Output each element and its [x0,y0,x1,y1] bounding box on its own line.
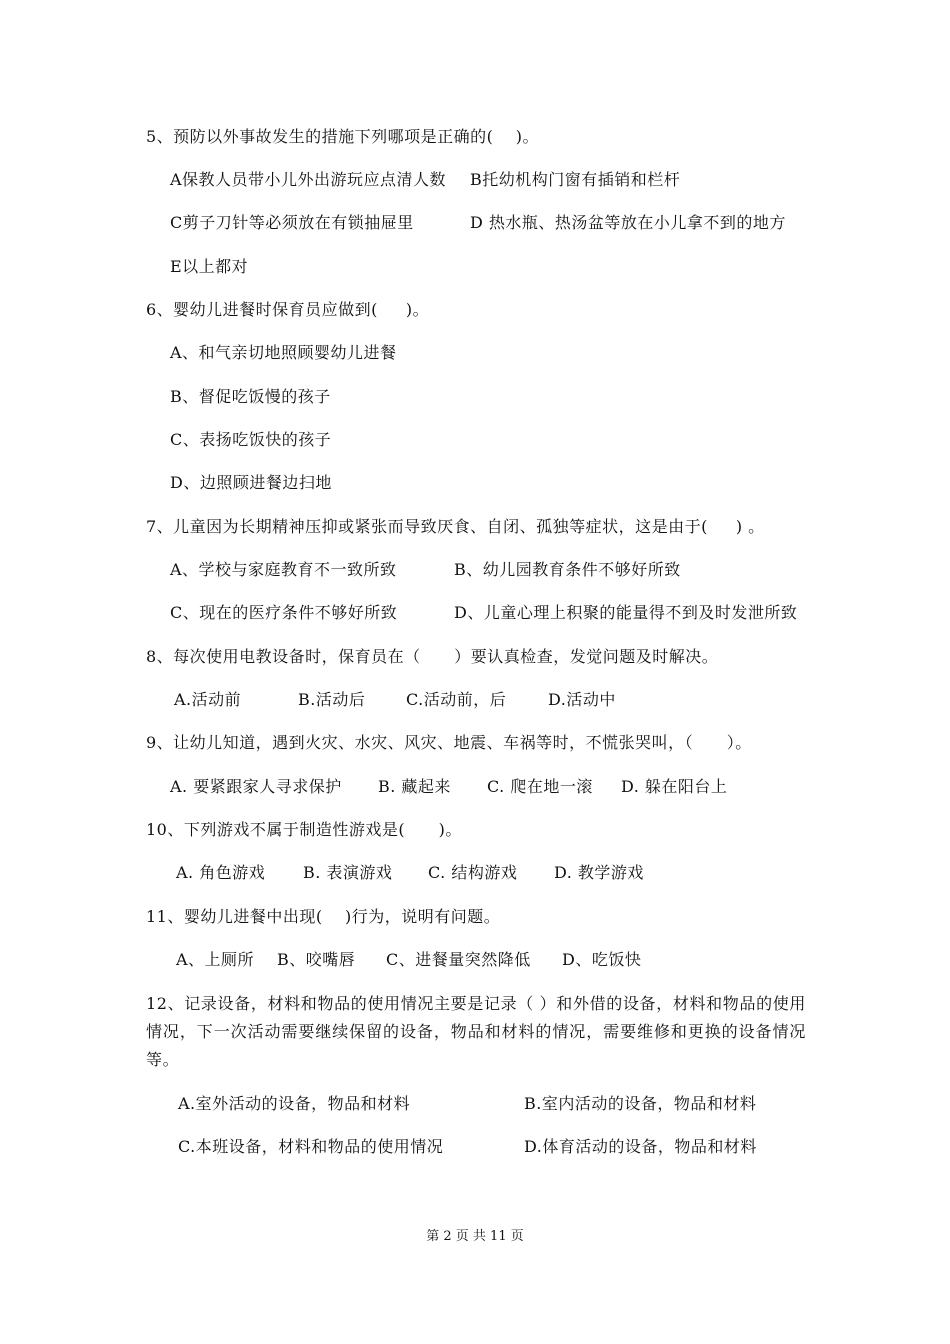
question-9-option-d: D. 躲在阳台上 [621,777,728,796]
question-5-option-e: E以上都对 [170,257,249,276]
question-10-option-b: B. 表演游戏 [303,863,393,882]
question-12-option-d: D.体育活动的设备，物品和材料 [524,1137,757,1156]
question-8-stem: 8、每次使用电教设备时，保育员在（ ）要认真检查，发觉问题及时解决。 [146,647,719,666]
question-9-options [0,776,950,798]
question-7-option-b: B、幼儿园教育条件不够好所致 [454,560,681,579]
question-10-options [0,862,950,884]
question-12-option-a: A.室外活动的设备，物品和材料 [178,1094,411,1113]
question-12-option-c: C.本班设备，材料和物品的使用情况 [178,1137,444,1156]
question-12-stem: 12、记录设备，材料和物品的使用情况主要是记录（ ）和外借的设备，材料和物品的使用情况，下一次活动需要继续保留的设备，物品和材料的情况，需要维修和更换的设备情况等。 [146,994,806,1069]
question-7-options-row-2 [0,602,950,624]
question-9-stem: 9、让幼儿知道，遇到火灾、水灾、风灾、地震、车祸等时，不慌张哭叫，（ ）。 [146,733,752,752]
question-11-options [0,949,950,971]
question-7-option-a: A、学校与家庭教育不一致所致 [170,560,397,579]
question-5-options-row-1 [0,169,950,191]
question-7-option-d: D、儿童心理上积聚的能量得不到及时发泄所致 [454,603,798,622]
question-5-option-b: B托幼机构门窗有插销和栏杆 [470,170,681,189]
question-6-option-a: A、和气亲切地照顾婴幼儿进餐 [170,343,397,362]
question-11-option-b: B、咬嘴唇 [277,950,356,969]
question-12-options-row-1 [0,1093,950,1115]
question-10-option-d: D. 教学游戏 [554,863,644,882]
question-6-option-d: D、边照顾进餐边扫地 [170,473,332,492]
question-11-option-c: C、进餐量突然降低 [386,950,531,969]
question-5-option-a: A保教人员带小儿外出游玩应点清人数 [170,170,447,189]
question-8-option-a: A.活动前 [174,690,242,709]
page-number-footer: 第 2 页 共 11 页 [426,1229,524,1244]
question-11-option-d: D、吃饭快 [562,950,642,969]
question-5-stem: 5、预防以外事故发生的措施下列哪项是正确的( )。 [146,127,540,146]
question-6-option-b: B、督促吃饭慢的孩子 [170,387,331,406]
question-12-option-b: B.室内活动的设备，物品和材料 [524,1094,757,1113]
question-12-options-row-2 [0,1136,950,1158]
question-8-option-b: B.活动后 [298,690,366,709]
question-9-option-b: B. 藏起来 [378,777,451,796]
question-5-option-c: C剪子刀针等必须放在有锁抽屉里 [170,213,414,232]
question-9-option-c: C. 爬在地一滚 [487,777,593,796]
question-5-options-row-2 [0,212,950,234]
question-11-stem: 11、婴幼儿进餐中出现( )行为，说明有问题。 [146,907,501,926]
question-8-option-d: D.活动中 [548,690,616,709]
question-5-option-d: D 热水瓶、热汤盆等放在小儿拿不到的地方 [470,213,786,232]
question-9-option-a: A. 要紧跟家人寻求保护 [170,777,342,796]
question-11-option-a: A、上厕所 [176,950,255,969]
question-6-option-c: C、表扬吃饭快的孩子 [170,430,332,449]
question-7-options-row-1 [0,559,950,581]
question-10-stem: 10、下列游戏不属于制造性游戏是( )。 [146,820,462,839]
question-7-option-c: C、现在的医疗条件不够好所致 [170,603,398,622]
question-8-options [0,689,950,711]
question-7-stem: 7、儿童因为长期精神压抑或紧张而导致厌食、自闭、孤独等症状，这是由于( ) 。 [146,517,765,536]
question-6-stem: 6、婴幼儿进餐时保育员应做到( )。 [146,300,430,319]
question-10-option-a: A. 角色游戏 [176,863,266,882]
question-8-option-c: C.活动前，后 [406,690,507,709]
question-10-option-c: C. 结构游戏 [428,863,518,882]
